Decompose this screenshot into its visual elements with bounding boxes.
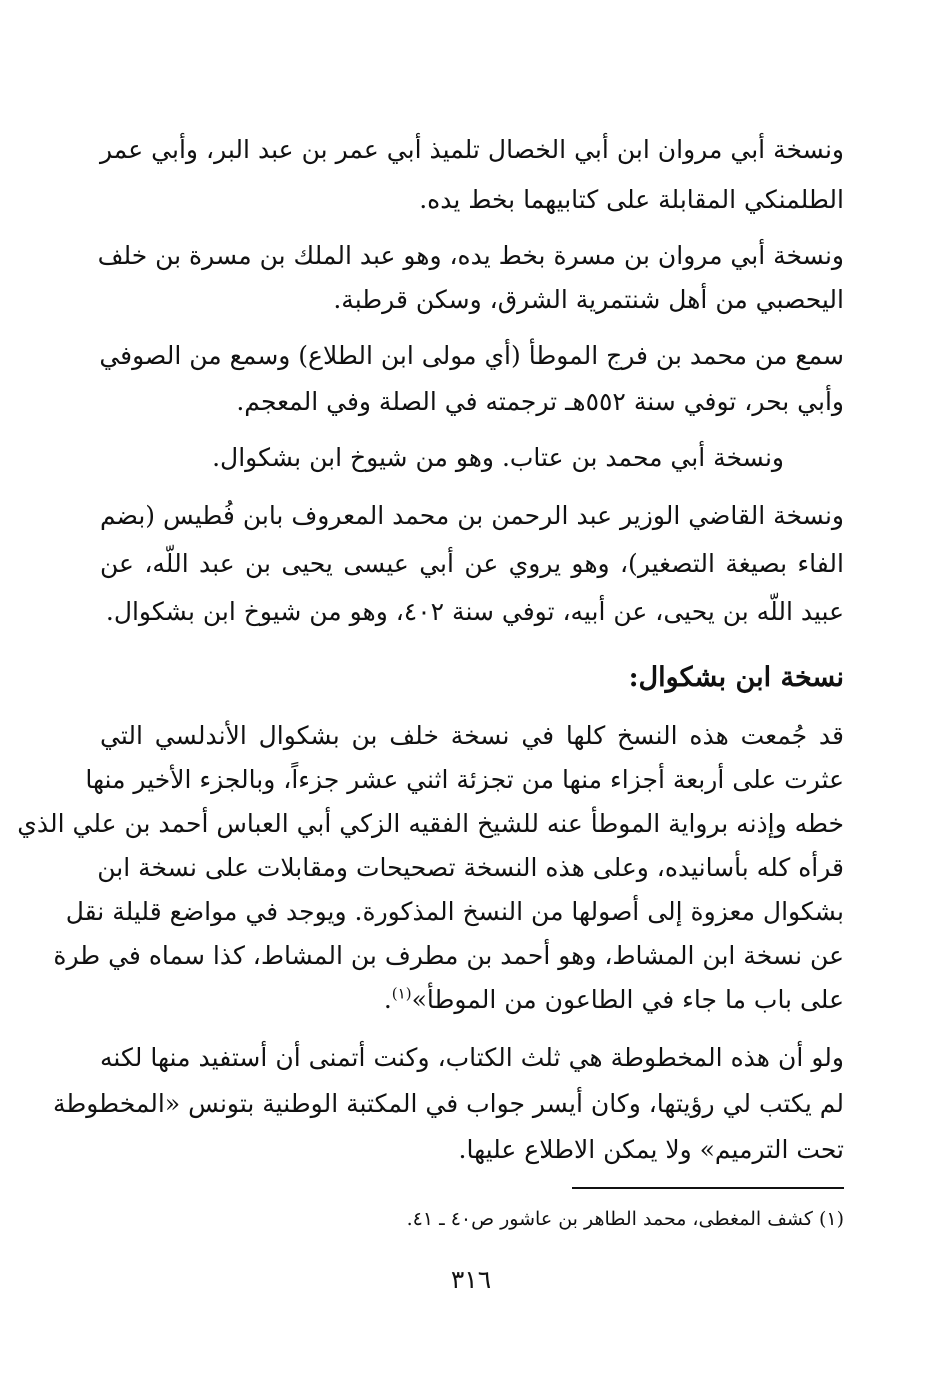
paragraph-5-line-1: ونسخة القاضي الوزير عبد الرحمن بن محمد المعروف بابن فُطيس (بضم: [100, 501, 844, 530]
section-paragraph-line-7-text: على باب ما جاء في الطاعون من الموطأ»: [411, 985, 844, 1014]
sentence-end-period: .: [383, 985, 392, 1014]
section-heading: نسخة ابن بشكوال:: [628, 662, 844, 693]
paragraph-1-line-1: ونسخة أبي مروان ابن أبي الخصال تلميذ أبي عمر بن عبد البر، وأبي عمر: [100, 135, 844, 164]
paragraph-3-line-1: سمع من محمد بن فرج الموطأ (أي مولى ابن الطلاع) وسمع من الصوفي: [99, 341, 844, 370]
footnote-separator: [572, 1187, 844, 1189]
section-paragraph-line-7: [100, 978, 844, 1022]
section-paragraph-line-6: عن نسخة ابن المشاط، وهو أحمد بن مطرف بن المشاط، كذا سماه في طرة: [53, 941, 844, 970]
closing-paragraph-line-3: تحت الترميم» ولا يمكن الاطلاع عليها.: [458, 1135, 844, 1164]
section-paragraph-line-1: قد جُمعت هذه النسخ كلها في نسخة خلف بن بشكوال الأندلسي التي: [100, 721, 844, 750]
section-paragraph-line-2: عثرت على أربعة أجزاء منها من تجزئة اثني عشر جزءاً، وبالجزء الأخير منها: [85, 765, 844, 794]
paragraph-5-line-3: عبيد اللّه بن يحيى، عن أبيه، توفي سنة ٤٠٢، وهو من شيوخ ابن بشكوال.: [105, 597, 844, 626]
paragraph-3-line-2: وأبي بحر، توفي سنة ٥٥٢هـ ترجمته في الصلة وفي المعجم.: [236, 387, 844, 416]
closing-paragraph-line-2: لم يكتب لي رؤيتها، وكان أيسر جواب في المكتبة الوطنية بتونس «المخطوطة: [52, 1089, 844, 1118]
paragraph-5-line-2: الفاء بصيغة التصغير)، وهو يروي عن أبي عيسى يحيى بن عبد اللّه، عن: [100, 549, 844, 578]
paragraph-2-line-2: اليحصبي من أهل شنتمرية الشرق، وسكن قرطبة.: [333, 285, 844, 314]
footnote: (١) كشف المغطى، محمد الطاهر بن عاشور ص٤٠ ـ ٤١.: [406, 1208, 844, 1230]
section-paragraph-line-4: قرأه كله بأسانيده، وعلى هذه النسخة تصحيحات ومقابلات على نسخة ابن: [97, 853, 844, 882]
paragraph-4-line-1: ونسخة أبي محمد بن عتاب. وهو من شيوخ ابن بشكوال.: [212, 443, 784, 472]
page-number: ٣١٦: [450, 1265, 492, 1294]
section-paragraph-line-3: خطه وإذنه برواية الموطأ عنه للشيخ الفقيه الزكي أبي العباس أحمد بن علي الذي: [17, 809, 844, 838]
paragraph-2-line-1: ونسخة أبي مروان بن مسرة بخط يده، وهو عبد الملك بن مسرة بن خلف: [97, 241, 844, 270]
section-paragraph-line-5: بشكوال معزوة إلى أصولها من النسخ المذكورة. ويوجد في مواضع قليلة نقل: [65, 897, 844, 926]
closing-paragraph-line-1: ولو أن هذه المخطوطة هي ثلث الكتاب، وكنت أتمنى أن أستفيد منها لكنه: [100, 1043, 844, 1072]
paragraph-1-line-2: الطلمنكي المقابلة على كتابيهما بخط يده.: [419, 185, 844, 214]
footnote-marker: (١): [391, 984, 412, 1003]
